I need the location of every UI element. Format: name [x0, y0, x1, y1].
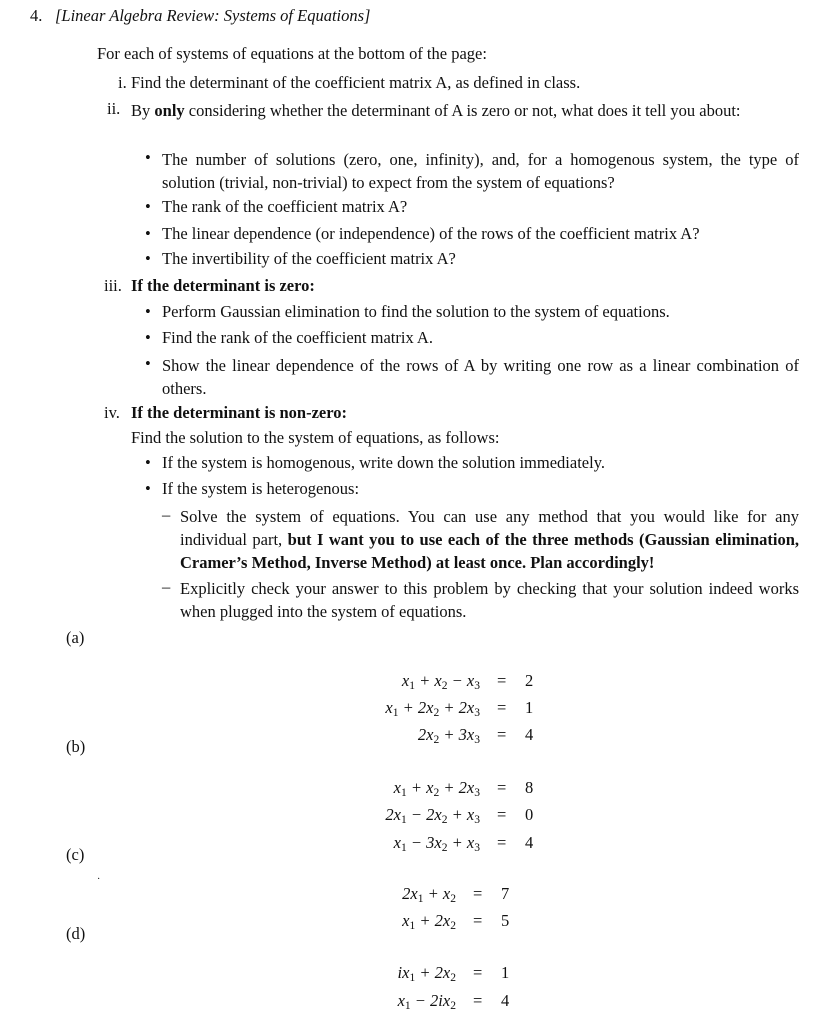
bullet-icon: • [145, 354, 151, 373]
ii-bullet-1: The number of solutions (zero, one, infinity), and, for a homogenous system, the type of solution (trivial, non-trivial) to expect from the system of equations? [162, 150, 799, 192]
dash-icon: – [162, 577, 171, 596]
equals-sign: = [497, 725, 507, 744]
intro-text: For each of systems of equations at the bottom of the page: [97, 44, 487, 63]
iv-bullet-2: If the system is heterogenous: [162, 479, 360, 498]
equation-lhs: $x_1 + x_2 + 2x_3$ [393, 778, 480, 799]
bullet-icon: • [145, 249, 151, 268]
bullet-icon: • [145, 479, 151, 498]
equation-rhs: 4 [501, 991, 510, 1010]
item-iii-marker: iii. [104, 276, 122, 295]
dash-icon: – [162, 505, 171, 524]
equals-sign: = [497, 778, 507, 797]
equation-rhs: 4 [525, 725, 534, 744]
item-ii-marker: ii. [107, 99, 121, 118]
equation-lhs: $x_1 + x_2 - x_3$ [401, 671, 480, 692]
equation-rhs: 2 [525, 671, 534, 690]
bullet-icon: • [145, 453, 151, 472]
iii-bullet-2: Find the rank of the coefficient matrix A. [162, 328, 433, 347]
equation-lhs: $2x_1 + x_2$ [402, 884, 456, 905]
equation-lhs: $x_1 + 2x_2 + 2x_3$ [385, 698, 480, 719]
ii-bullet-4: The invertibility of the coefficient matrix A? [162, 249, 456, 268]
equals-sign: = [497, 805, 507, 824]
item-iv-lead: Find the solution to the system of equations, as follows: [131, 428, 500, 447]
equation-rhs: 5 [501, 911, 510, 930]
ii-bullet-3: The linear dependence (or independence) of the rows of the coefficient matrix A? [162, 224, 700, 243]
equation-rhs: 7 [501, 884, 510, 903]
item-i-text: Find the determinant of the coefficient matrix A, as defined in class. [131, 73, 581, 92]
bullet-icon: • [145, 148, 151, 167]
problem-title: [Linear Algebra Review: Systems of Equations] [55, 6, 371, 25]
equation-lhs: $ix_1 + 2x_2$ [397, 963, 456, 984]
item-i-marker: i. [118, 73, 127, 92]
equals-sign: = [497, 698, 507, 717]
iv-bullet-1: If the system is homogenous, write down the solution immediately. [162, 453, 605, 472]
part-d-label: (d) [66, 924, 86, 943]
equation-lhs: $x_1 - 3x_2 + x_3$ [393, 833, 480, 854]
equation-rhs: 0 [525, 805, 534, 824]
equation-lhs: $2x_1 - 2x_2 + x_3$ [385, 805, 480, 826]
equals-sign: = [473, 963, 483, 982]
equals-sign: = [473, 991, 483, 1010]
problem-number: 4. [30, 6, 43, 25]
stray-mark: · [97, 874, 101, 885]
item-iv-heading: If the determinant is non-zero: [131, 403, 347, 422]
iv-dash-2: Explicitly check your answer to this problem by checking that your solution indeed works when plugged into the system of equations. [180, 579, 799, 621]
equation-rhs: 8 [525, 778, 534, 797]
part-b-label: (b) [66, 737, 86, 756]
bullet-icon: • [145, 224, 151, 243]
bullet-icon: • [145, 197, 151, 216]
item-iv-marker: iv. [104, 403, 120, 422]
equation-rhs: 4 [525, 833, 534, 852]
iii-bullet-1: Perform Gaussian elimination to find the solution to the system of equations. [162, 302, 670, 321]
equals-sign: = [497, 671, 507, 690]
item-iii-heading: If the determinant is zero: [131, 276, 315, 295]
equals-sign: = [473, 884, 483, 903]
part-c-label: (c) [66, 845, 85, 864]
part-a-label: (a) [66, 628, 85, 647]
bullet-icon: • [145, 328, 151, 347]
equals-sign: = [473, 911, 483, 930]
equation-rhs: 1 [525, 698, 534, 717]
ii-bullet-2: The rank of the coefficient matrix A? [162, 197, 408, 216]
iii-bullet-3: Show the linear dependence of the rows of A by writing one row as a linear combination of others. [162, 356, 799, 398]
equation-lhs: $2x_2 + 3x_3$ [417, 725, 480, 746]
item-ii-text: By only considering whether the determinant of A is zero or not, what does it tell you about: [131, 101, 741, 120]
equation-lhs: $x_1 - 2ix_2$ [397, 991, 456, 1012]
equation-rhs: 1 [501, 963, 510, 982]
equals-sign: = [497, 833, 507, 852]
equation-lhs: $x_1 + 2x_2$ [402, 911, 456, 932]
iv-dash-1: Solve the system of equations. You can use any method that you would like for any individual part, but I want you to use each of the three methods (Gaussian elimination, Cramer’s Method, Inverse Method) at least once. Plan accordingly! [180, 507, 799, 572]
bullet-icon: • [145, 302, 151, 321]
